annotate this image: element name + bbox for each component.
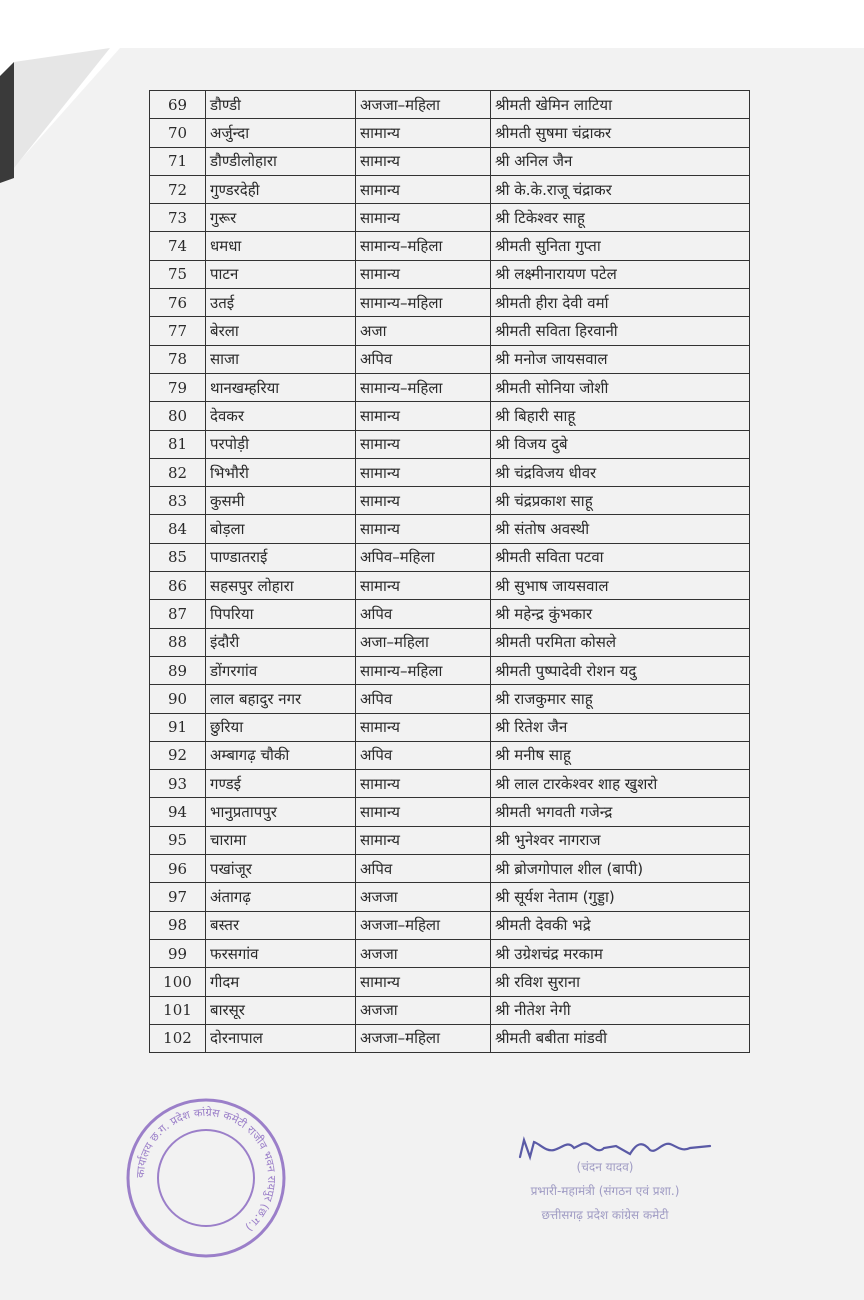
- block-name-cell: अंतागढ़: [206, 883, 356, 911]
- reservation-category-cell: सामान्य–महिला: [356, 656, 491, 684]
- signature-block: [470, 1130, 740, 1230]
- table-row: [150, 855, 750, 883]
- svg-text:कार्यालय छ.ग. प्रदेश कांग्रेस: [134, 1106, 278, 1234]
- president-name-cell: श्री मनोज जायसवाल: [491, 345, 750, 373]
- reservation-category-cell: सामान्य: [356, 487, 491, 515]
- reservation-category-cell: अजजा–महिला: [356, 911, 491, 939]
- serial-number-cell: 71: [150, 147, 206, 175]
- president-name-cell: श्री अनिल जैन: [491, 147, 750, 175]
- table-row: [150, 628, 750, 656]
- serial-number-cell: 76: [150, 289, 206, 317]
- block-name-cell: बेरला: [206, 317, 356, 345]
- president-name-cell: श्री लाल टारकेश्वर शाह खुशरो: [491, 770, 750, 798]
- serial-number-cell: 85: [150, 543, 206, 571]
- block-name-cell: धमधा: [206, 232, 356, 260]
- serial-number-cell: 93: [150, 770, 206, 798]
- serial-number-cell: 97: [150, 883, 206, 911]
- block-name-cell: उतई: [206, 289, 356, 317]
- reservation-category-cell: अजजा: [356, 939, 491, 967]
- serial-number-cell: 88: [150, 628, 206, 656]
- president-name-cell: श्री नीतेश नेगी: [491, 996, 750, 1024]
- serial-number-cell: 99: [150, 939, 206, 967]
- block-name-cell: पाटन: [206, 260, 356, 288]
- reservation-category-cell: सामान्य–महिला: [356, 289, 491, 317]
- reservation-category-cell: अपिव: [356, 345, 491, 373]
- table-row: [150, 289, 750, 317]
- table-row: [150, 656, 750, 684]
- table-row: [150, 543, 750, 571]
- president-name-cell: श्रीमती बबीता मांडवी: [491, 1024, 750, 1052]
- serial-number-cell: 94: [150, 798, 206, 826]
- reservation-category-cell: सामान्य: [356, 515, 491, 543]
- page-corner-shadow: [0, 48, 120, 188]
- table-row: [150, 260, 750, 288]
- serial-number-cell: 86: [150, 572, 206, 600]
- table-row: [150, 826, 750, 854]
- reservation-category-cell: सामान्य: [356, 147, 491, 175]
- president-name-cell: श्रीमती सविता हिरवानी: [491, 317, 750, 345]
- reservation-category-cell: सामान्य: [356, 826, 491, 854]
- table-row: [150, 91, 750, 119]
- table-row: [150, 515, 750, 543]
- table-row: [150, 402, 750, 430]
- table-row: [150, 373, 750, 401]
- serial-number-cell: 96: [150, 855, 206, 883]
- signatory-designation: प्रभारी-महामंत्री (संगठन एवं प्रशा.): [530, 1184, 680, 1198]
- table-row: [150, 119, 750, 147]
- serial-number-cell: 72: [150, 175, 206, 203]
- serial-number-cell: 74: [150, 232, 206, 260]
- president-name-cell: श्री भुनेश्वर नागराज: [491, 826, 750, 854]
- block-name-cell: दोरनापाल: [206, 1024, 356, 1052]
- table-row: [150, 147, 750, 175]
- table-row: [150, 487, 750, 515]
- block-name-cell: गीदम: [206, 968, 356, 996]
- reservation-category-cell: सामान्य: [356, 204, 491, 232]
- reservation-category-cell: अपिव: [356, 855, 491, 883]
- reservation-category-cell: अजजा: [356, 996, 491, 1024]
- organization-seal: [121, 1098, 291, 1258]
- table-row: [150, 798, 750, 826]
- serial-number-cell: 91: [150, 713, 206, 741]
- block-name-cell: गुण्डरदेही: [206, 175, 356, 203]
- serial-number-cell: 90: [150, 685, 206, 713]
- president-name-cell: श्रीमती हीरा देवी वर्मा: [491, 289, 750, 317]
- serial-number-cell: 75: [150, 260, 206, 288]
- serial-number-cell: 70: [150, 119, 206, 147]
- signatory-name: (चंदन यादव): [576, 1160, 634, 1174]
- table-row: [150, 430, 750, 458]
- reservation-category-cell: अजा: [356, 317, 491, 345]
- block-name-cell: सहसपुर लोहारा: [206, 572, 356, 600]
- president-name-cell: श्रीमती पुष्पादेवी रोशन यदु: [491, 656, 750, 684]
- table-row: [150, 911, 750, 939]
- reservation-category-cell: सामान्य: [356, 430, 491, 458]
- serial-number-cell: 84: [150, 515, 206, 543]
- serial-number-cell: 87: [150, 600, 206, 628]
- president-name-cell: श्रीमती भगवती गजेन्द्र: [491, 798, 750, 826]
- block-name-cell: पाण्डातराई: [206, 543, 356, 571]
- serial-number-cell: 98: [150, 911, 206, 939]
- reservation-category-cell: सामान्य: [356, 572, 491, 600]
- serial-number-cell: 82: [150, 458, 206, 486]
- table-row: [150, 572, 750, 600]
- president-name-cell: श्री ब्रोजगोपाल शील (बापी): [491, 855, 750, 883]
- block-name-cell: भानुप्रतापपुर: [206, 798, 356, 826]
- reservation-category-cell: सामान्य: [356, 770, 491, 798]
- table-row: [150, 770, 750, 798]
- block-name-cell: गुरूर: [206, 204, 356, 232]
- block-name-cell: थानखम्हरिया: [206, 373, 356, 401]
- serial-number-cell: 95: [150, 826, 206, 854]
- president-name-cell: श्री चंद्रविजय धीवर: [491, 458, 750, 486]
- president-name-cell: श्री महेन्द्र कुंभकार: [491, 600, 750, 628]
- reservation-category-cell: सामान्य: [356, 260, 491, 288]
- reservation-category-cell: सामान्य: [356, 713, 491, 741]
- serial-number-cell: 102: [150, 1024, 206, 1052]
- block-name-cell: भिभौरी: [206, 458, 356, 486]
- reservation-category-cell: अपिव–महिला: [356, 543, 491, 571]
- table-row: [150, 741, 750, 769]
- block-name-cell: साजा: [206, 345, 356, 373]
- block-name-cell: परपोड़ी: [206, 430, 356, 458]
- block-name-cell: डौण्डी: [206, 91, 356, 119]
- serial-number-cell: 92: [150, 741, 206, 769]
- table-row: [150, 458, 750, 486]
- block-name-cell: अर्जुन्दा: [206, 119, 356, 147]
- president-name-cell: श्रीमती सुषमा चंद्राकर: [491, 119, 750, 147]
- block-name-cell: चारामा: [206, 826, 356, 854]
- reservation-category-cell: सामान्य: [356, 402, 491, 430]
- president-name-cell: श्री मनीष साहू: [491, 741, 750, 769]
- block-name-cell: बोड़ला: [206, 515, 356, 543]
- table-row: [150, 600, 750, 628]
- president-name-cell: श्री बिहारी साहू: [491, 402, 750, 430]
- president-name-cell: श्री विजय दुबे: [491, 430, 750, 458]
- table-row: [150, 175, 750, 203]
- reservation-category-cell: सामान्य: [356, 968, 491, 996]
- block-name-cell: डोंगरगांव: [206, 656, 356, 684]
- block-name-cell: पखांजूर: [206, 855, 356, 883]
- scan-top-margin: [0, 0, 864, 48]
- serial-number-cell: 77: [150, 317, 206, 345]
- reservation-category-cell: सामान्य–महिला: [356, 373, 491, 401]
- block-name-cell: देवकर: [206, 402, 356, 430]
- serial-number-cell: 83: [150, 487, 206, 515]
- reservation-category-cell: सामान्य–महिला: [356, 232, 491, 260]
- serial-number-cell: 78: [150, 345, 206, 373]
- president-name-cell: श्रीमती परमिता कोसले: [491, 628, 750, 656]
- serial-number-cell: 100: [150, 968, 206, 996]
- serial-number-cell: 73: [150, 204, 206, 232]
- president-name-cell: श्री रविश सुराना: [491, 968, 750, 996]
- president-name-cell: श्री लक्ष्मीनारायण पटेल: [491, 260, 750, 288]
- block-name-cell: बस्तर: [206, 911, 356, 939]
- block-name-cell: पिपरिया: [206, 600, 356, 628]
- president-name-cell: श्री उग्रेशचंद्र मरकाम: [491, 939, 750, 967]
- president-name-cell: श्रीमती सोनिया जोशी: [491, 373, 750, 401]
- block-name-cell: डौण्डीलोहारा: [206, 147, 356, 175]
- table-row: [150, 713, 750, 741]
- president-name-cell: श्री चंद्रप्रकाश साहू: [491, 487, 750, 515]
- reservation-category-cell: अपिव: [356, 600, 491, 628]
- reservation-category-cell: सामान्य: [356, 175, 491, 203]
- block-president-roster-table: [149, 90, 750, 1053]
- president-name-cell: श्रीमती खेमिन लाटिया: [491, 91, 750, 119]
- signatory-organization: छत्तीसगढ़ प्रदेश कांग्रेस कमेटी: [541, 1208, 669, 1222]
- president-name-cell: श्री टिकेश्वर साहू: [491, 204, 750, 232]
- serial-number-cell: 81: [150, 430, 206, 458]
- reservation-category-cell: अपिव: [356, 741, 491, 769]
- reservation-category-cell: सामान्य: [356, 119, 491, 147]
- president-name-cell: श्रीमती सुनिता गुप्ता: [491, 232, 750, 260]
- president-name-cell: श्रीमती देवकी भद्रे: [491, 911, 750, 939]
- block-name-cell: अम्बागढ़ चौकी: [206, 741, 356, 769]
- block-name-cell: इंदौरी: [206, 628, 356, 656]
- serial-number-cell: 89: [150, 656, 206, 684]
- president-name-cell: श्री सूर्यश नेताम (गुड्डा): [491, 883, 750, 911]
- table-row: [150, 317, 750, 345]
- reservation-category-cell: सामान्य: [356, 458, 491, 486]
- table-row: [150, 204, 750, 232]
- roster-body: [150, 91, 750, 1053]
- table-row: [150, 685, 750, 713]
- reservation-category-cell: अजजा: [356, 883, 491, 911]
- serial-number-cell: 69: [150, 91, 206, 119]
- president-name-cell: श्री के.के.राजू चंद्राकर: [491, 175, 750, 203]
- block-name-cell: गण्डई: [206, 770, 356, 798]
- reservation-category-cell: अजा–महिला: [356, 628, 491, 656]
- table-row: [150, 232, 750, 260]
- serial-number-cell: 101: [150, 996, 206, 1024]
- reservation-category-cell: अपिव: [356, 685, 491, 713]
- table-row: [150, 939, 750, 967]
- reservation-category-cell: अजजा–महिला: [356, 91, 491, 119]
- block-name-cell: छुरिया: [206, 713, 356, 741]
- president-name-cell: श्री संतोष अवस्थी: [491, 515, 750, 543]
- block-name-cell: लाल बहादुर नगर: [206, 685, 356, 713]
- table-row: [150, 1024, 750, 1052]
- block-name-cell: बारसूर: [206, 996, 356, 1024]
- table-row: [150, 345, 750, 373]
- table-row: [150, 996, 750, 1024]
- reservation-category-cell: अजजा–महिला: [356, 1024, 491, 1052]
- president-name-cell: श्री राजकुमार साहू: [491, 685, 750, 713]
- serial-number-cell: 79: [150, 373, 206, 401]
- table-row: [150, 968, 750, 996]
- seal-text: कार्यालय छ.ग. प्रदेश कांग्रेस कमेटी राजीव भवन रायपुर (छ.ग.): [133, 1105, 279, 1234]
- president-name-cell: श्री सुभाष जायसवाल: [491, 572, 750, 600]
- table-row: [150, 883, 750, 911]
- reservation-category-cell: सामान्य: [356, 798, 491, 826]
- block-name-cell: फरसगांव: [206, 939, 356, 967]
- president-name-cell: श्री रितेश जैन: [491, 713, 750, 741]
- serial-number-cell: 80: [150, 402, 206, 430]
- block-name-cell: कुसमी: [206, 487, 356, 515]
- president-name-cell: श्रीमती सविता पटवा: [491, 543, 750, 571]
